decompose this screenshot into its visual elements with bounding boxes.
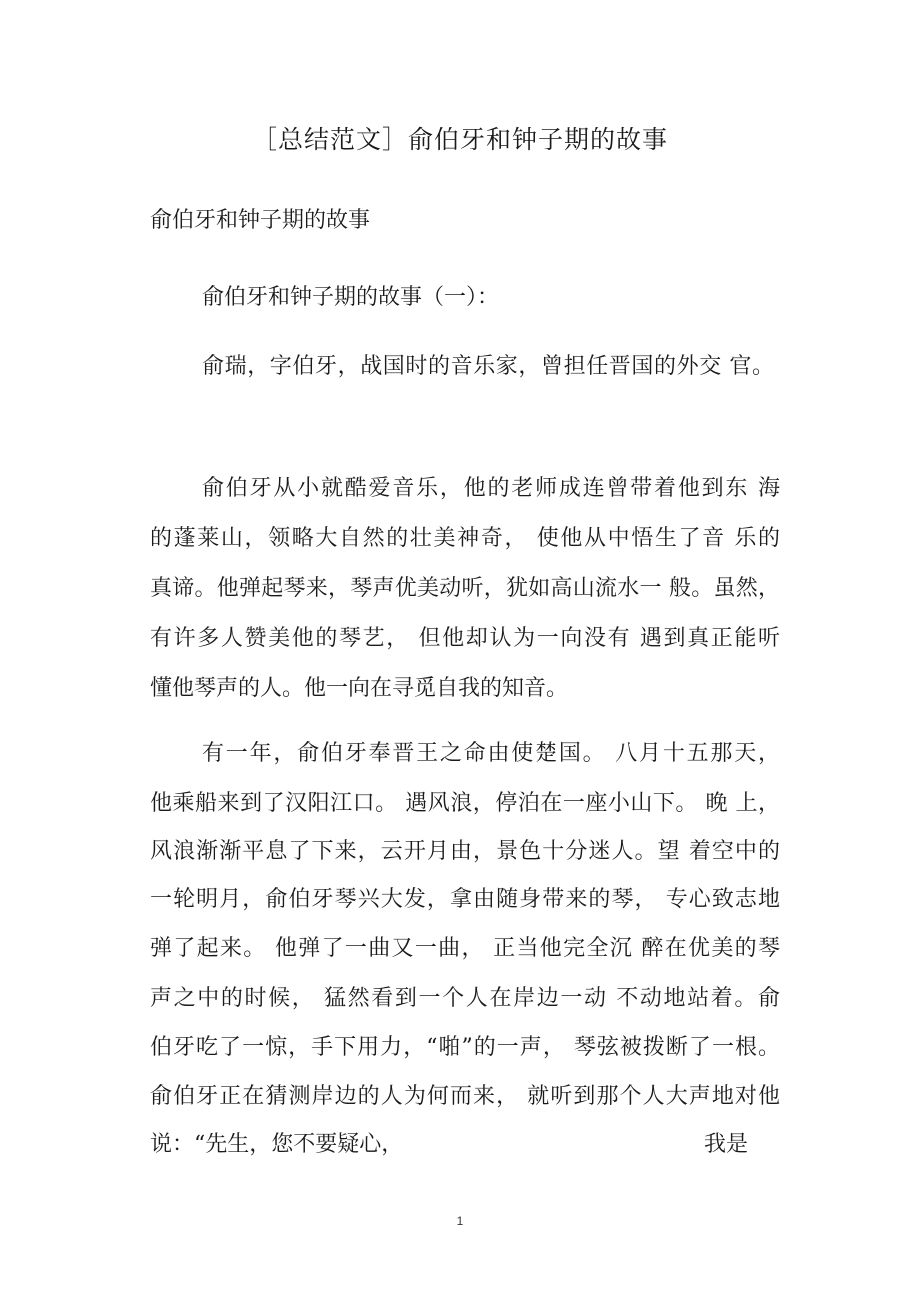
text-line: 有一年，俞伯牙奉晋王之命由使楚国。 八月十五那天， bbox=[202, 741, 780, 766]
text-line: 俞伯牙从小就酷爱音乐，他的老师成连曾带着他到东 海 bbox=[202, 476, 780, 501]
text-line: 有许多人赞美他的琴艺， 但他却认为一向没有 遇到真正能听 bbox=[150, 626, 780, 651]
text-line: 说：“先生，您不要疑心， bbox=[150, 1132, 404, 1157]
text-line-fragment: 我是 bbox=[704, 1132, 749, 1157]
text-line: 弹了起来。 他弹了一曲又一曲， 正当他完全沉 醉在优美的琴 bbox=[150, 936, 780, 961]
document-subtitle: 俞伯牙和钟子期的故事 bbox=[150, 208, 371, 233]
text-line: 的蓬莱山，领略大自然的壮美神奇， 使他从中悟生了音 乐的 bbox=[150, 526, 780, 551]
text-line: 风浪渐渐平息了下来，云开月由，景色十分迷人。望 着空中的 bbox=[150, 839, 780, 864]
intro-line: 俞瑞，字伯牙，战国时的音乐家，曾担任晋国的外交 官。 bbox=[202, 354, 775, 379]
text-line: 真谛。他弹起琴来，琴声优美动听，犹如高山流水一 般。虽然， bbox=[150, 576, 780, 601]
text-line: 俞伯牙正在猜测岸边的人为何而来， 就听到那个人大声地对他 bbox=[150, 1084, 780, 1109]
text-line: 声之中的时候， 猛然看到一个人在岸边一动 不动地站着。俞 bbox=[150, 986, 780, 1011]
text-line: 伯牙吃了一惊，手下用力，“啪”的一声， 琴弦被拨断了一根。 bbox=[150, 1035, 780, 1060]
text-line: 他乘船来到了汉阳江口。 遇风浪，停泊在一座小山下。 晚 上， bbox=[150, 791, 780, 816]
document-title: ［总结范文］俞伯牙和钟子期的故事 bbox=[251, 125, 668, 154]
text-line: 一轮明月，俞伯牙琴兴大发，拿由随身带来的琴， 专心致志地 bbox=[150, 887, 780, 912]
text-line: 懂他琴声的人。他一向在寻觅自我的知音。 bbox=[150, 676, 569, 701]
page-number: 1 bbox=[456, 1214, 464, 1228]
section-heading: 俞伯牙和钟子期的故事（一）： bbox=[202, 285, 500, 310]
